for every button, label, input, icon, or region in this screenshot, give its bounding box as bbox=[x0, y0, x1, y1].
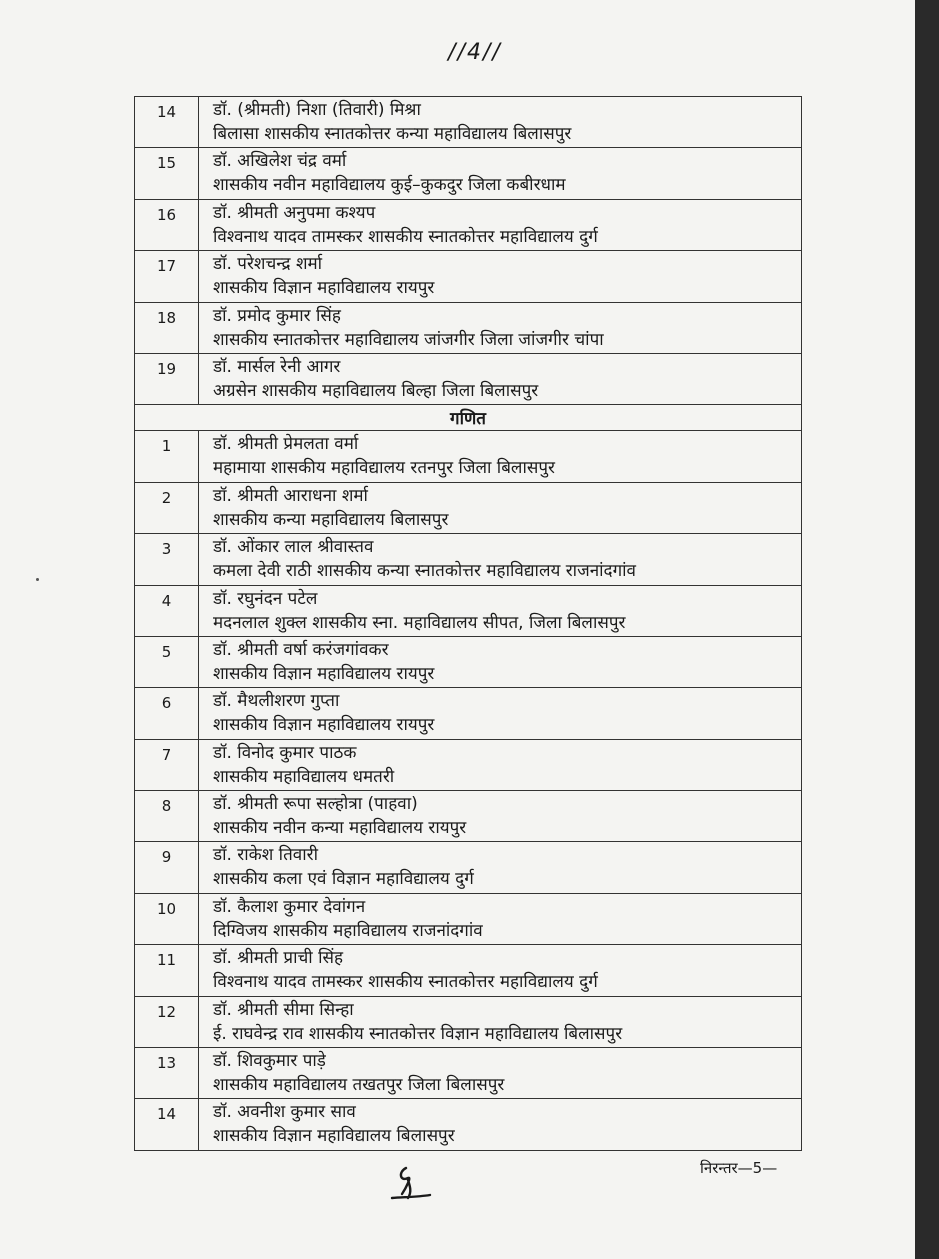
table-row bbox=[135, 739, 802, 790]
faculty-name: डॉ. श्रीमती प्रेमलता वर्मा bbox=[213, 434, 359, 455]
faculty-name: डॉ. मैथलीशरण गुप्ता bbox=[213, 691, 340, 712]
faculty-detail bbox=[199, 353, 802, 404]
scan-edge-shadow bbox=[915, 0, 939, 1259]
faculty-detail bbox=[199, 842, 802, 893]
faculty-detail bbox=[199, 97, 802, 148]
serial-number: 13 bbox=[135, 1048, 199, 1099]
serial-number: 16 bbox=[135, 199, 199, 250]
college-name: शासकीय स्नातकोत्तर महाविद्यालय जांजगीर जिला जांजगीर चांपा bbox=[213, 329, 604, 350]
college-name: कमला देवी राठी शासकीय कन्या स्नातकोत्तर महाविद्यालय राजनांदगांव bbox=[213, 561, 636, 582]
college-name: शासकीय विज्ञान महाविद्यालय रायपुर bbox=[213, 715, 435, 736]
faculty-detail bbox=[199, 791, 802, 842]
faculty-name: डॉ. कैलाश कुमार देवांगन bbox=[213, 896, 366, 917]
serial-number: 4 bbox=[135, 585, 199, 636]
college-name: दिग्विजय शासकीय महाविद्यालय राजनांदगांव bbox=[213, 920, 483, 941]
serial-number: 1 bbox=[135, 431, 199, 482]
faculty-roster-table bbox=[134, 96, 802, 1151]
faculty-name: डॉ. अखिलेश चंद्र वर्मा bbox=[213, 151, 347, 172]
subject-heading: गणित bbox=[135, 405, 802, 431]
serial-number: 19 bbox=[135, 353, 199, 404]
table-row bbox=[135, 148, 802, 199]
college-name: ई. राघवेन्द्र राव शासकीय स्नातकोत्तर विज्ञान महाविद्यालय बिलासपुर bbox=[213, 1023, 623, 1044]
college-name: शासकीय नवीन कन्या महाविद्यालय रायपुर bbox=[213, 818, 467, 839]
stray-dot bbox=[36, 578, 39, 581]
faculty-detail bbox=[199, 431, 802, 482]
faculty-detail bbox=[199, 199, 802, 250]
faculty-name: डॉ. शिवकुमार पाड़े bbox=[213, 1051, 326, 1072]
faculty-detail bbox=[199, 1048, 802, 1099]
faculty-detail bbox=[199, 688, 802, 739]
faculty-detail bbox=[199, 945, 802, 996]
signature-icon bbox=[384, 1164, 434, 1204]
faculty-name: डॉ. परेशचन्द्र शर्मा bbox=[213, 254, 323, 275]
faculty-name: डॉ. श्रीमती वर्षा करंजगांवकर bbox=[213, 639, 389, 660]
table-row bbox=[135, 1048, 802, 1099]
faculty-detail bbox=[199, 585, 802, 636]
college-name: शासकीय विज्ञान महाविद्यालय रायपुर bbox=[213, 663, 435, 684]
table-row bbox=[135, 534, 802, 585]
serial-number: 15 bbox=[135, 148, 199, 199]
serial-number: 18 bbox=[135, 302, 199, 353]
college-name: बिलासा शासकीय स्नातकोत्तर कन्या महाविद्यालय बिलासपुर bbox=[213, 124, 572, 144]
table-row bbox=[135, 302, 802, 353]
college-name: शासकीय नवीन महाविद्यालय कुई–कुकदुर जिला कबीरधाम bbox=[213, 175, 566, 196]
serial-number: 17 bbox=[135, 251, 199, 302]
serial-number: 9 bbox=[135, 842, 199, 893]
table-row bbox=[135, 688, 802, 739]
table-row bbox=[135, 251, 802, 302]
faculty-name: डॉ. ओंकार लाल श्रीवास्तव bbox=[213, 537, 374, 558]
faculty-name: डॉ. प्रमोद कुमार सिंह bbox=[213, 305, 341, 326]
continuation-note: निरन्तर—5— bbox=[700, 1159, 778, 1177]
college-name: शासकीय महाविद्यालय तखतपुर जिला बिलासपुर bbox=[213, 1075, 505, 1096]
table-row bbox=[135, 996, 802, 1047]
college-name: शासकीय महाविद्यालय धमतरी bbox=[213, 766, 395, 787]
table-row bbox=[135, 1099, 802, 1150]
serial-number: 7 bbox=[135, 739, 199, 790]
faculty-name: डॉ. श्रीमती रूपा सल्होत्रा (पाहवा) bbox=[213, 794, 418, 815]
college-name: शासकीय कला एवं विज्ञान महाविद्यालय दुर्ग bbox=[213, 869, 474, 890]
faculty-detail bbox=[199, 534, 802, 585]
college-name: शासकीय विज्ञान महाविद्यालय बिलासपुर bbox=[213, 1126, 455, 1147]
serial-number: 8 bbox=[135, 791, 199, 842]
serial-number: 5 bbox=[135, 636, 199, 687]
roster-body bbox=[135, 97, 802, 1151]
faculty-detail bbox=[199, 636, 802, 687]
college-name: शासकीय विज्ञान महाविद्यालय रायपुर bbox=[213, 278, 435, 299]
college-name: मदनलाल शुक्ल शासकीय स्ना. महाविद्यालय सीपत, जिला बिलासपुर bbox=[213, 612, 626, 633]
college-name: विश्वनाथ यादव तामस्कर शासकीय स्नातकोत्तर महाविद्यालय दुर्ग bbox=[213, 226, 598, 247]
faculty-name: डॉ. मार्सल रेनी आगर bbox=[213, 356, 341, 377]
faculty-name: डॉ. श्रीमती प्राची सिंह bbox=[213, 948, 344, 969]
college-name: शासकीय कन्या महाविद्यालय बिलासपुर bbox=[213, 509, 449, 530]
faculty-detail bbox=[199, 1099, 802, 1150]
faculty-detail bbox=[199, 739, 802, 790]
table-row bbox=[135, 431, 802, 482]
faculty-name: डॉ. अवनीश कुमार साव bbox=[213, 1102, 356, 1123]
faculty-detail bbox=[199, 893, 802, 944]
faculty-detail bbox=[199, 302, 802, 353]
table-row bbox=[135, 353, 802, 404]
faculty-name: डॉ. विनोद कुमार पाठक bbox=[213, 742, 357, 763]
college-name: अग्रसेन शासकीय महाविद्यालय बिल्हा जिला बिलासपुर bbox=[213, 380, 539, 401]
serial-number: 12 bbox=[135, 996, 199, 1047]
faculty-name: डॉ. श्रीमती सीमा सिन्हा bbox=[213, 999, 354, 1020]
table-row bbox=[135, 945, 802, 996]
serial-number: 3 bbox=[135, 534, 199, 585]
faculty-detail bbox=[199, 148, 802, 199]
table-row bbox=[135, 893, 802, 944]
faculty-detail bbox=[199, 996, 802, 1047]
serial-number: 6 bbox=[135, 688, 199, 739]
table-row bbox=[135, 97, 802, 148]
table-row bbox=[135, 482, 802, 533]
serial-number: 2 bbox=[135, 482, 199, 533]
faculty-name: डॉ. रघुनंदन पटेल bbox=[213, 588, 318, 609]
faculty-name: डॉ. श्रीमती अनुपमा कश्यप bbox=[213, 202, 376, 223]
faculty-name: डॉ. (श्रीमती) निशा (तिवारी) मिश्रा bbox=[213, 100, 421, 120]
faculty-name: डॉ. राकेश तिवारी bbox=[213, 845, 318, 866]
serial-number: 14 bbox=[135, 1099, 199, 1150]
serial-number: 10 bbox=[135, 893, 199, 944]
faculty-name: डॉ. श्रीमती आराधना शर्मा bbox=[213, 485, 368, 506]
college-name: महामाया शासकीय महाविद्यालय रतनपुर जिला बिलासपुर bbox=[213, 458, 555, 479]
table-row bbox=[135, 636, 802, 687]
table-row bbox=[135, 199, 802, 250]
subject-heading-row bbox=[135, 405, 802, 431]
faculty-detail bbox=[199, 482, 802, 533]
faculty-detail bbox=[199, 251, 802, 302]
signature-mark bbox=[384, 1164, 434, 1208]
table-row bbox=[135, 791, 802, 842]
page-number: //4// bbox=[448, 40, 502, 65]
serial-number: 14 bbox=[135, 97, 199, 148]
table-row bbox=[135, 585, 802, 636]
college-name: विश्वनाथ यादव तामस्कर शासकीय स्नातकोत्तर महाविद्यालय दुर्ग bbox=[213, 972, 598, 993]
table-row bbox=[135, 842, 802, 893]
serial-number: 11 bbox=[135, 945, 199, 996]
